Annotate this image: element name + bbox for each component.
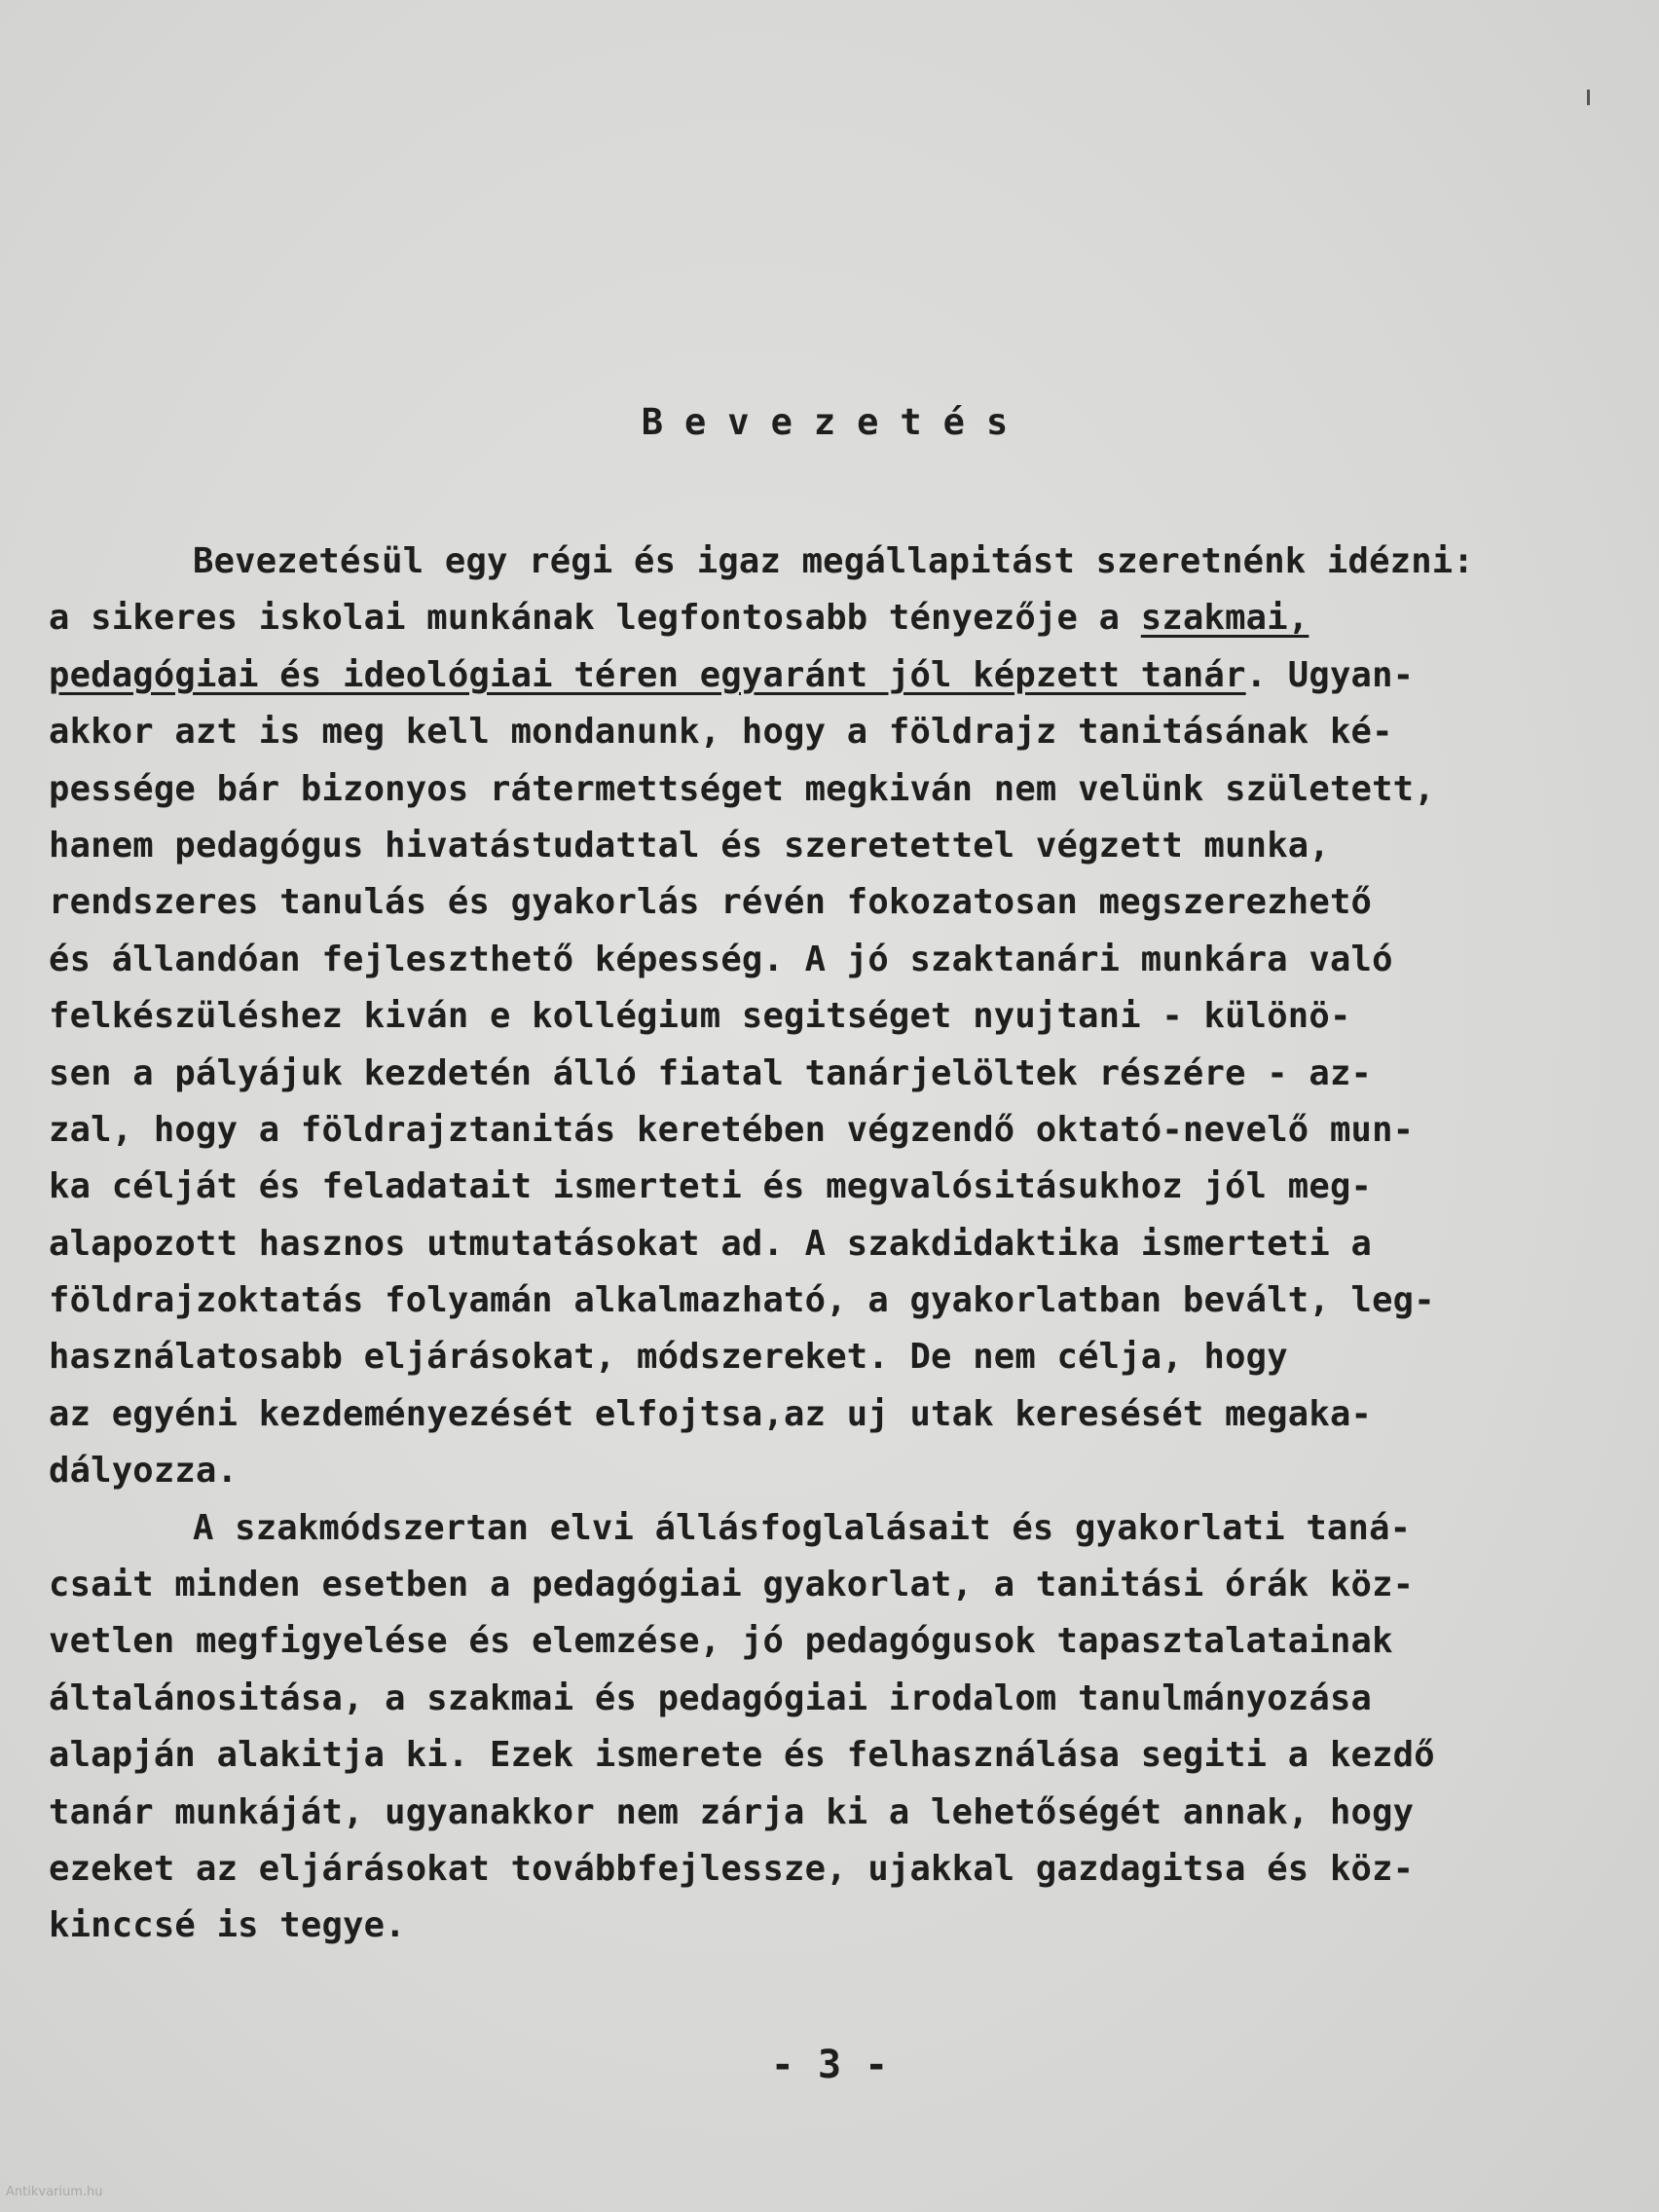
text-line <box>49 1785 1474 1841</box>
text-line <box>49 1102 1474 1159</box>
line-text: és állandóan fejleszthető képesség. A jó szaktanári munkára való <box>49 939 1393 979</box>
text-line <box>49 761 1474 818</box>
stray-mark <box>1587 90 1590 105</box>
line-text: A szakmódszertan elvi állásfoglalásait és gyakorlati taná- <box>193 1507 1412 1548</box>
text-line <box>49 874 1474 931</box>
text-line <box>49 1898 1474 1954</box>
line-text: vetlen megfigyelése és elemzése, jó pedagógusok tapasztalatainak <box>49 1621 1393 1662</box>
text-line <box>49 1500 1474 1557</box>
line-text: használatosabb eljárásokat, módszereket. De nem célja, hogy <box>49 1337 1288 1378</box>
paragraph <box>49 1500 1474 1955</box>
line-text: rendszeres tanulás és gyakorlás révén fokozatosan megszerezhető <box>49 882 1373 923</box>
text-line <box>49 647 1474 704</box>
line-text: földrajzoktatás folyamán alkalmazható, a gyakorlatban bevált, leg- <box>49 1280 1435 1321</box>
text-line <box>49 1272 1474 1329</box>
line-text: hanem pedagógus hivatástudattal és szeretettel végzett munka, <box>49 825 1330 866</box>
text-line <box>49 818 1474 874</box>
underlined-text: pedagógiai és ideológiai téren egyaránt jól képzett tanár <box>49 654 1246 695</box>
text-line <box>49 1671 1474 1727</box>
line-text: a sikeres iskolai munkának legfontosabb tényezője a <box>49 598 1141 639</box>
text-line <box>49 1443 1474 1499</box>
line-text: felkészüléshez kiván e kollégium segitséget nyujtani - különö- <box>49 996 1351 1037</box>
line-text: Bevezetésül egy régi és igaz megállapitást szeretnénk idézni: <box>193 541 1474 581</box>
underlined-text: szakmai, <box>1140 598 1309 639</box>
text-line <box>49 1613 1474 1670</box>
line-text: pessége bár bizonyos rátermettséget megkiván nem velünk született, <box>49 768 1435 809</box>
line-text: alapján alakitja ki. Ezek ismerete és felhasználása segiti a kezdő <box>49 1735 1435 1776</box>
text-line <box>49 1386 1474 1443</box>
line-text: ka célját és feladatait ismerteti és megvalósitásukhoz jól meg- <box>49 1166 1373 1207</box>
line-text: csait minden esetben a pedagógiai gyakorlat, a tanitási órák köz- <box>49 1565 1415 1605</box>
line-text: akkor azt is meg kell mondanunk, hogy a földrajz tanitásának ké- <box>49 712 1393 753</box>
text-line <box>49 534 1474 590</box>
text-line <box>49 1216 1474 1272</box>
text-line <box>49 1329 1474 1385</box>
text-line <box>49 1841 1474 1898</box>
line-text: általánositása, a szakmai és pedagógiai irodalom tanulmányozása <box>49 1677 1373 1718</box>
text-line <box>49 1557 1474 1613</box>
document-body <box>49 534 1474 1955</box>
document-title: Bevezetés <box>641 401 1030 443</box>
line-text: sen a pályájuk kezdetén álló fiatal tanárjelöltek részére - az- <box>49 1052 1373 1093</box>
page-number: - 3 - <box>770 2043 889 2087</box>
line-text: zal, hogy a földrajztanitás keretében végzendő oktató-nevelő mun- <box>49 1109 1415 1150</box>
text-line <box>49 1727 1474 1784</box>
text-line <box>49 932 1474 988</box>
line-text: az egyéni kezdeményezését elfojtsa,az uj utak keresését megaka- <box>49 1393 1373 1434</box>
text-line <box>49 704 1474 760</box>
line-text: alapozott hasznos utmutatásokat ad. A szakdidaktika ismerteti a <box>49 1223 1373 1264</box>
line-text: . Ugyan- <box>1245 654 1415 695</box>
line-text: ezeket az eljárásokat továbbfejlessze, ujakkal gazdagitsa és köz- <box>49 1848 1415 1889</box>
paragraph <box>49 534 1474 1500</box>
watermark: Antikvarium.hu <box>6 2185 103 2199</box>
text-line <box>49 1046 1474 1102</box>
line-text: kinccsé is tegye. <box>49 1905 406 1946</box>
text-line <box>49 590 1474 646</box>
text-line <box>49 1159 1474 1215</box>
line-text: tanár munkáját, ugyanakkor nem zárja ki a lehetőségét annak, hogy <box>49 1791 1415 1832</box>
line-text: dályozza. <box>49 1451 239 1492</box>
text-line <box>49 988 1474 1045</box>
